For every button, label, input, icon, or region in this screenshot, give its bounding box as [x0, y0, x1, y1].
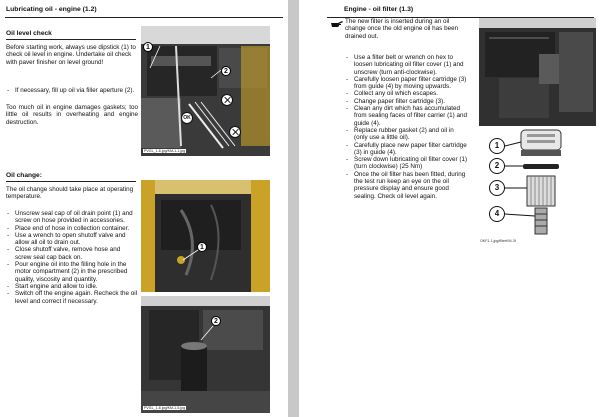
filling-hole-callout: 2: [211, 316, 221, 326]
right-page: [299, 0, 600, 417]
list-item: - Unscrew seal cap of oil drain point (1) and screw on hose provided in accessories.: [6, 210, 138, 225]
left-header-title: Lubricating oil - engine (1.2): [6, 6, 97, 13]
photo1-caption: PVGL_1-6.jpg/KM-1-1.jpg: [144, 149, 186, 153]
oil-level-bullets: [6, 87, 138, 94]
list-item: - Clean any dirt which has accumulated from sealing faces of filter carrier (1) and guide (4).: [345, 105, 469, 127]
drain-illustration: [141, 180, 270, 292]
list-item: - Change paper filter cartridge (3).: [345, 98, 469, 105]
too-high-x-icon: [221, 94, 233, 106]
oil-level-heading: Oil level check: [6, 30, 52, 37]
list-item: - If necessary, fill up oil via filler aperture (2).: [6, 87, 138, 94]
oil-change-heading: Oil change:: [6, 172, 42, 179]
oil-change-rule: [6, 181, 136, 182]
list-item: - Carefully loosen paper filter cartridge (3) from guide (4) by moving upwards.: [345, 76, 469, 91]
engine-illustration: [141, 26, 270, 156]
list-item: - Replace rubber gasket (2) and oil in (only use a little oil).: [345, 127, 469, 142]
gasket-callout: 2: [489, 158, 505, 174]
pointing-hand-icon: [330, 18, 344, 30]
guide-callout: 4: [489, 206, 505, 222]
filler-photo: [141, 296, 270, 413]
dipstick-photo: [141, 26, 270, 156]
ok-badge: OK: [181, 112, 193, 124]
engine-filter-illustration: [479, 18, 596, 126]
oil-level-intro: Before starting work, always use dipstick (1) to check oil level in engine. Undertake oil check with paver finisher on level ground!: [6, 44, 136, 66]
oil-level-rule: [6, 39, 136, 40]
left-page: [0, 0, 288, 417]
filler-illustration: [141, 296, 270, 413]
right-header-title: Engine - oil filter (1.3): [344, 6, 414, 13]
list-item: - Collect any oil which escapes.: [345, 90, 469, 97]
cartridge-callout: 3: [489, 180, 505, 196]
list-item: - Start engine and allow to idle.: [6, 283, 138, 290]
list-item: - Screw down lubricating oil filter cover (1) (turn clockwise) (25 Nm): [345, 156, 469, 171]
drain-photo: [141, 180, 270, 292]
left-header-rule: [5, 17, 283, 18]
dipstick-callout: 1: [143, 42, 153, 52]
drain-point-callout: 1: [197, 242, 207, 252]
list-item: - Close shutoff valve, remove hose and screw seal cap back on.: [6, 246, 138, 261]
oil-change-steps: [6, 210, 138, 305]
engine-photo: [479, 18, 596, 126]
list-item: - Use a wrench to open shutoff valve and allow all oil to drain out.: [6, 232, 138, 247]
filter-diagram: [479, 128, 596, 238]
filter-cover-callout: 1: [489, 138, 505, 154]
list-item: - Pour engine oil into the filling hole in the motor compartment (2) in the prescribed quality, viscosity and quantity.: [6, 261, 138, 283]
list-item: - Use a filter belt or wrench on hex to loosen lubricating oil filter cover (1) and unscrew (turn anti-clockwise).: [345, 54, 469, 76]
list-item: - Carefully place new paper filter cartridge (3) in guide (4).: [345, 142, 469, 157]
filler-callout: 2: [221, 66, 231, 76]
list-item: - Switch off the engine again. Recheck the oil level and correct if necessary.: [6, 290, 138, 305]
list-item: - Once the oil filter has been fitted, during the test run keep an eye on the oil pressure display and ensure good sealing. Check oil level again.: [345, 171, 469, 200]
oil-filter-note: The new filter is inserted during an oil change once the old engine oil has been drained out.: [345, 18, 459, 40]
oil-change-intro: The oil change should take place at operating temperature.: [6, 186, 134, 201]
too-low-x-icon: [229, 126, 241, 138]
oil-level-warning: Too much oil in engine damages gaskets; too little oil results in overheating and engine destruction.: [6, 104, 138, 126]
photo3-caption: PVGL_1-6.jpg/KM-1-5.jpg: [144, 406, 186, 410]
list-item: - Place end of hose in collection container.: [6, 225, 138, 232]
filter-photo-caption: OKF1-1.jpg/filterKM-3f: [480, 239, 516, 243]
oil-filter-steps: [345, 54, 469, 200]
